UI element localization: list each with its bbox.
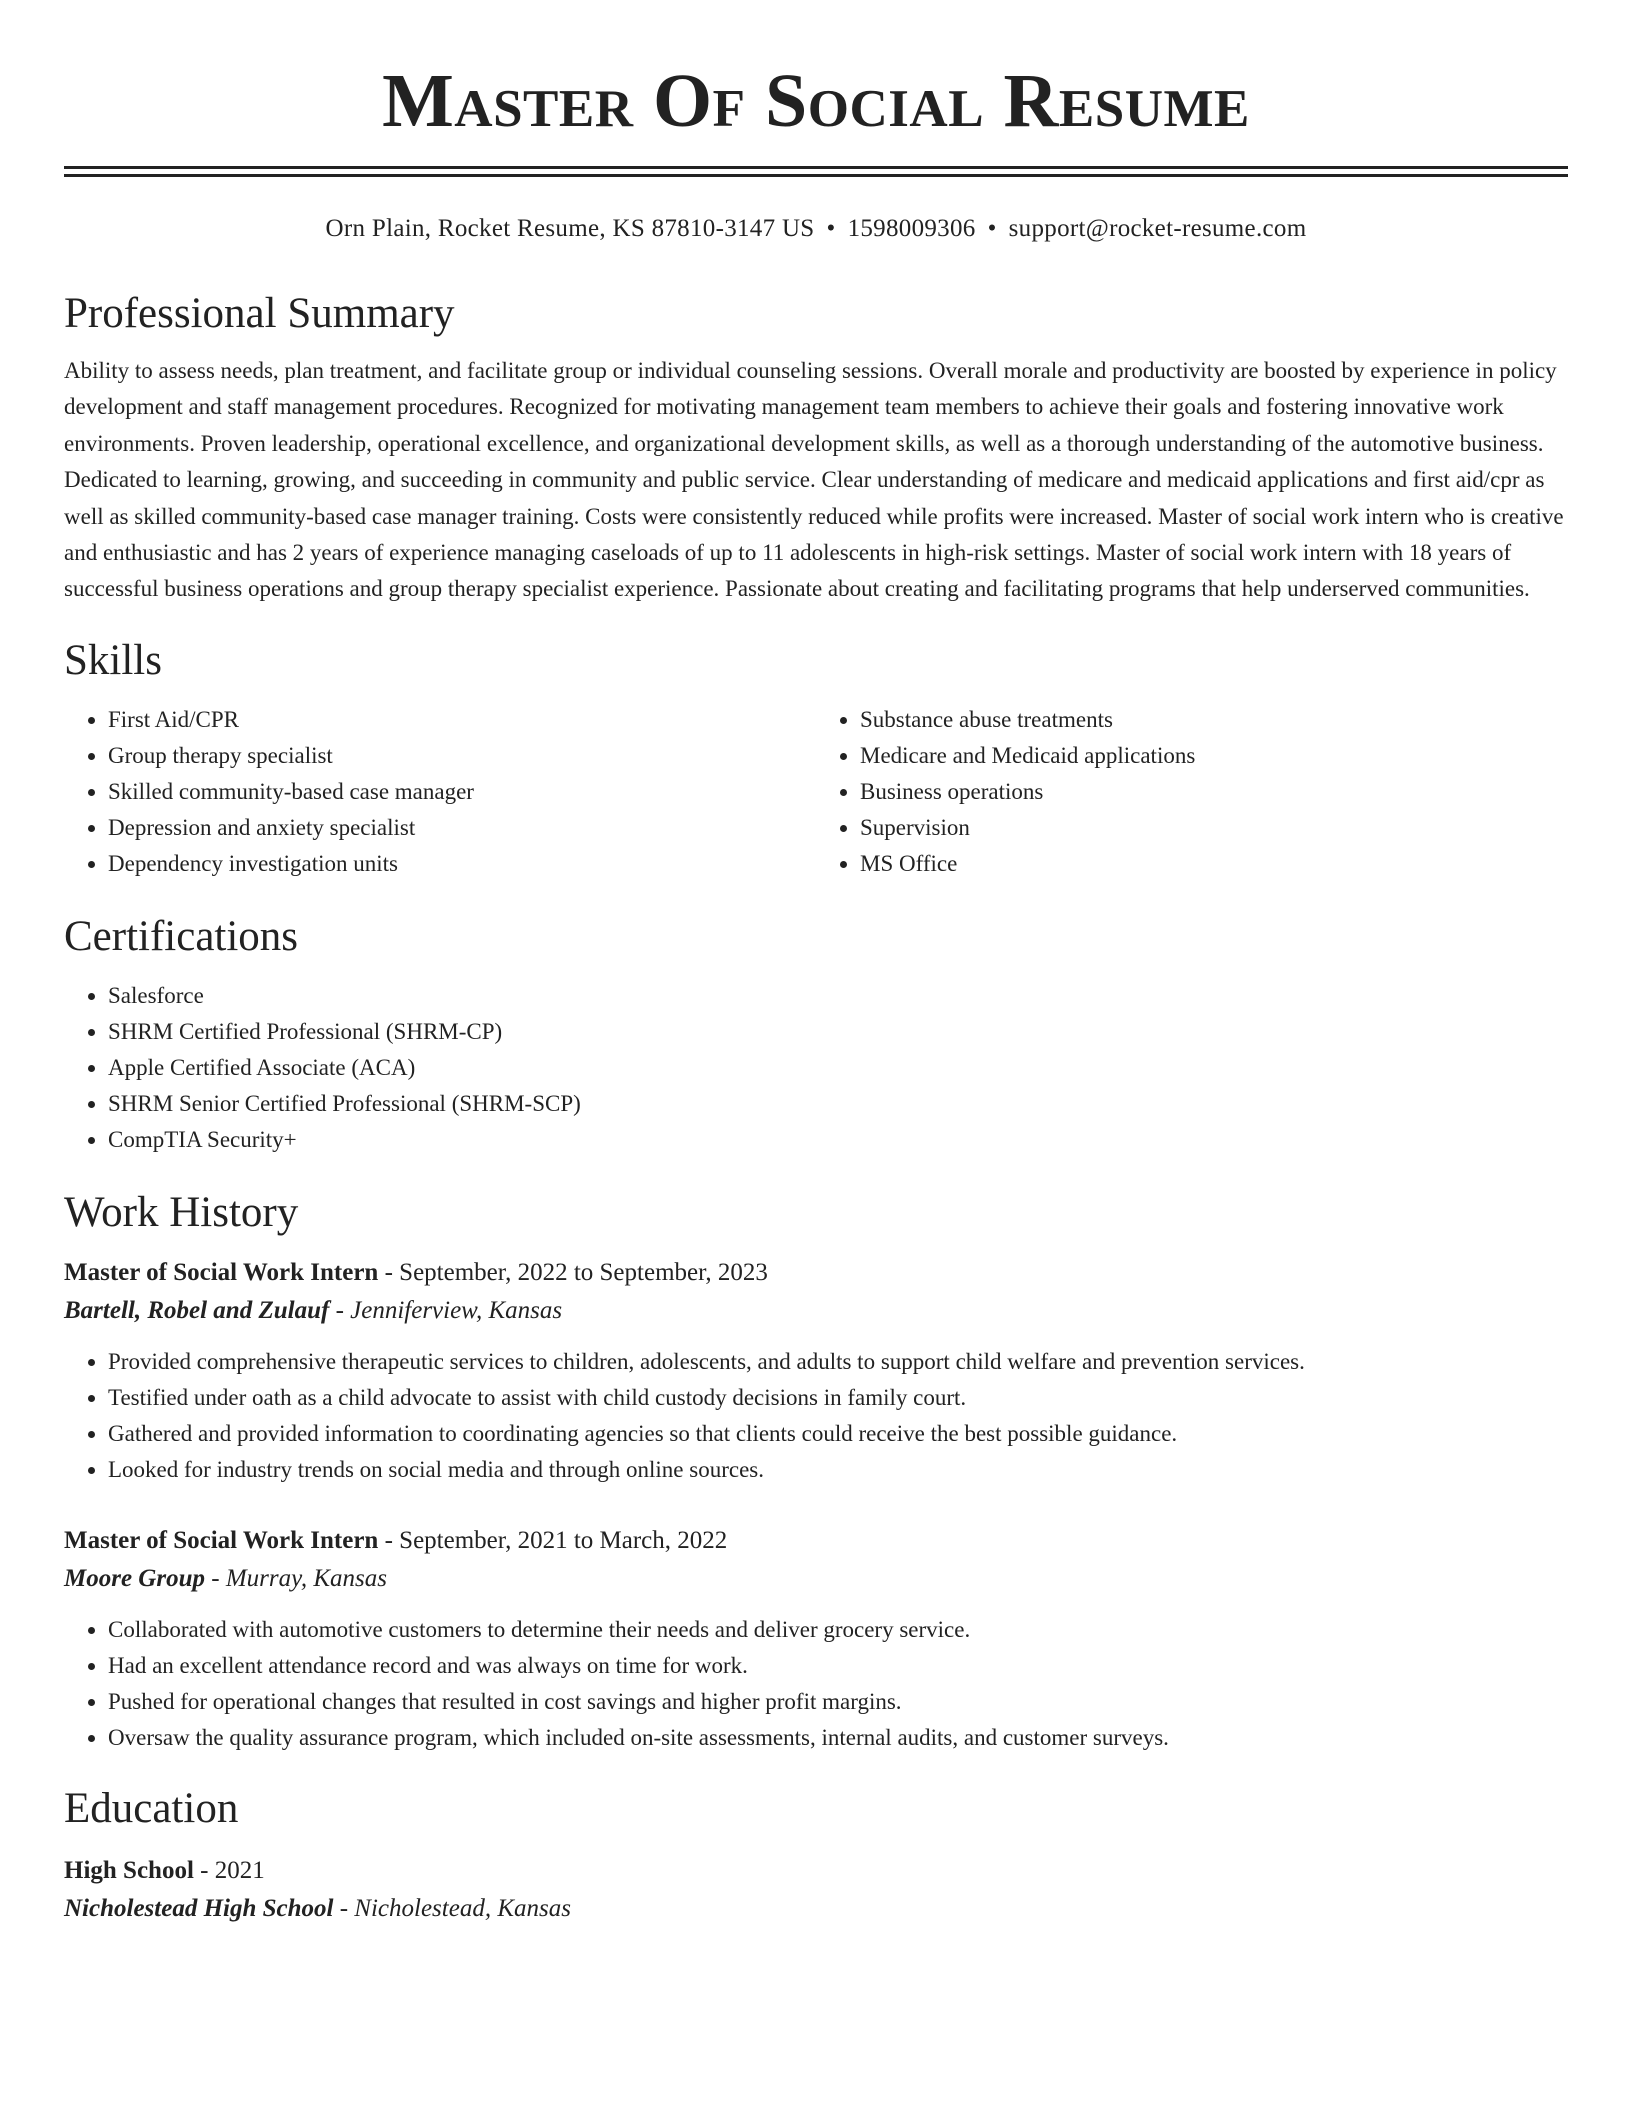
contact-line xyxy=(64,213,1568,245)
job-bullet: • Testified under oath as a child advocate to assist with child custody decisions in family court. xyxy=(108,1380,1568,1416)
contact-phone: 1598009306 xyxy=(847,215,976,242)
education-year: - 2021 xyxy=(193,1856,265,1884)
job-title: Master of Social Work Intern xyxy=(64,1258,379,1286)
skill-item: • Medicare and Medicaid applications xyxy=(860,738,1568,774)
job-bullet: • Gathered and provided information to coordinating agencies so that clients could receive the best possible guidance. xyxy=(108,1416,1568,1452)
job-bullet: • Collaborated with automotive customers to determine their needs and deliver grocery service. xyxy=(108,1612,1568,1648)
skill-item: • Supervision xyxy=(860,810,1568,846)
job-title-line xyxy=(64,1522,1568,1560)
job-bullet: • Oversaw the quality assurance program, which included on-site assessments, internal audits, and customer surveys. xyxy=(108,1720,1568,1756)
skills-list-right xyxy=(816,702,1568,882)
job-location: - Jenniferview, Kansas xyxy=(329,1296,563,1324)
skills-grid xyxy=(64,702,1568,882)
skill-item: • Skilled community-based case manager xyxy=(108,774,816,810)
certification-item: • Salesforce xyxy=(108,978,1568,1014)
summary-heading: Professional Summary xyxy=(64,290,455,337)
education-school-line xyxy=(64,1890,1568,1928)
contact-separator: • xyxy=(987,215,997,242)
title-double-rule xyxy=(64,166,1568,177)
work-history-heading: Work History xyxy=(64,1188,299,1236)
skill-item: • MS Office xyxy=(860,846,1568,882)
skill-item: • First Aid/CPR xyxy=(108,702,816,738)
resume-title: Master Of Social Resume xyxy=(382,59,1250,143)
education-degree: High School xyxy=(64,1856,194,1884)
job-bullet: • Looked for industry trends on social media and through online sources. xyxy=(108,1452,1568,1488)
certifications-heading: Certifications xyxy=(64,912,299,960)
job-company-line xyxy=(64,1560,1568,1598)
job-location: - Murray, Kansas xyxy=(205,1564,387,1592)
skill-item: • Depression and anxiety specialist xyxy=(108,810,816,846)
job-company-line xyxy=(64,1292,1568,1330)
skill-item: • Group therapy specialist xyxy=(108,738,816,774)
job-bullets xyxy=(64,1612,1568,1756)
summary-text: Ability to assess needs, plan treatment, and facilitate group or individual counseling sessions. Overall morale and productivity are boosted by experience in policy development and staff management procedures. Recognized for motivating management team members to achieve their goals and fostering innovative work environments. Proven leadership, operational excellence, and organizational development skills, as well as a thorough understanding of the automotive business. Dedicated to learning, growing, and succeeding in community and public service. Clear understanding of medicare and medicaid applications and first aid/cpr as well as skilled community-based case manager training. Costs were consistently reduced while profits were increased. Master of social work intern who is creative and enthusiastic and has 2 years of experience managing caseloads of up to 11 adolescents in high-risk settings. Master of social work intern with 18 years of successful business operations and group therapy specialist experience. Passionate about creating and facilitating programs that help underserved communities. xyxy=(64,358,1564,602)
certification-item: • SHRM Certified Professional (SHRM-CP) xyxy=(108,1014,1568,1050)
job-bullet: • Had an excellent attendance record and was always on time for work. xyxy=(108,1648,1568,1684)
job-bullet: • Provided comprehensive therapeutic services to children, adolescents, and adults to support child welfare and prevention services. xyxy=(108,1344,1568,1380)
education-degree-line xyxy=(64,1852,1568,1890)
contact-address: Orn Plain, Rocket Resume, KS 87810-3147 US xyxy=(325,215,815,242)
skills-list-left xyxy=(64,702,816,882)
certifications-section xyxy=(64,912,1568,1158)
skills-section xyxy=(64,636,1568,882)
education-school: Nicholestead High School xyxy=(64,1894,334,1922)
education-location: - Nicholestead, Kansas xyxy=(333,1894,571,1922)
job-title: Master of Social Work Intern xyxy=(64,1526,379,1554)
contact-separator: • xyxy=(826,215,836,242)
job-company: Moore Group xyxy=(64,1564,205,1592)
summary-section xyxy=(64,289,1568,608)
certification-item: • CompTIA Security+ xyxy=(108,1122,1568,1158)
job-title-line xyxy=(64,1254,1568,1292)
job-dates: - September, 2021 to March, 2022 xyxy=(378,1526,728,1554)
skill-item: • Business operations xyxy=(860,774,1568,810)
certifications-list xyxy=(64,978,1568,1158)
job-bullet: • Pushed for operational changes that resulted in cost savings and higher profit margins. xyxy=(108,1684,1568,1720)
skills-heading: Skills xyxy=(64,636,162,684)
work-history-section xyxy=(64,1188,1568,1756)
education-heading: Education xyxy=(64,1784,239,1832)
skill-item: • Dependency investigation units xyxy=(108,846,816,882)
job-entry xyxy=(64,1254,1568,1488)
job-company: Bartell, Robel and Zulauf xyxy=(64,1296,330,1324)
job-entry xyxy=(64,1522,1568,1756)
contact-email: support@rocket-resume.com xyxy=(1008,215,1307,242)
skill-item: • Substance abuse treatments xyxy=(860,702,1568,738)
certification-item: • Apple Certified Associate (ACA) xyxy=(108,1050,1568,1086)
certification-item: • SHRM Senior Certified Professional (SHRM-SCP) xyxy=(108,1086,1568,1122)
job-bullets xyxy=(64,1344,1568,1488)
job-dates: - September, 2022 to September, 2023 xyxy=(378,1258,768,1286)
education-section xyxy=(64,1784,1568,1928)
